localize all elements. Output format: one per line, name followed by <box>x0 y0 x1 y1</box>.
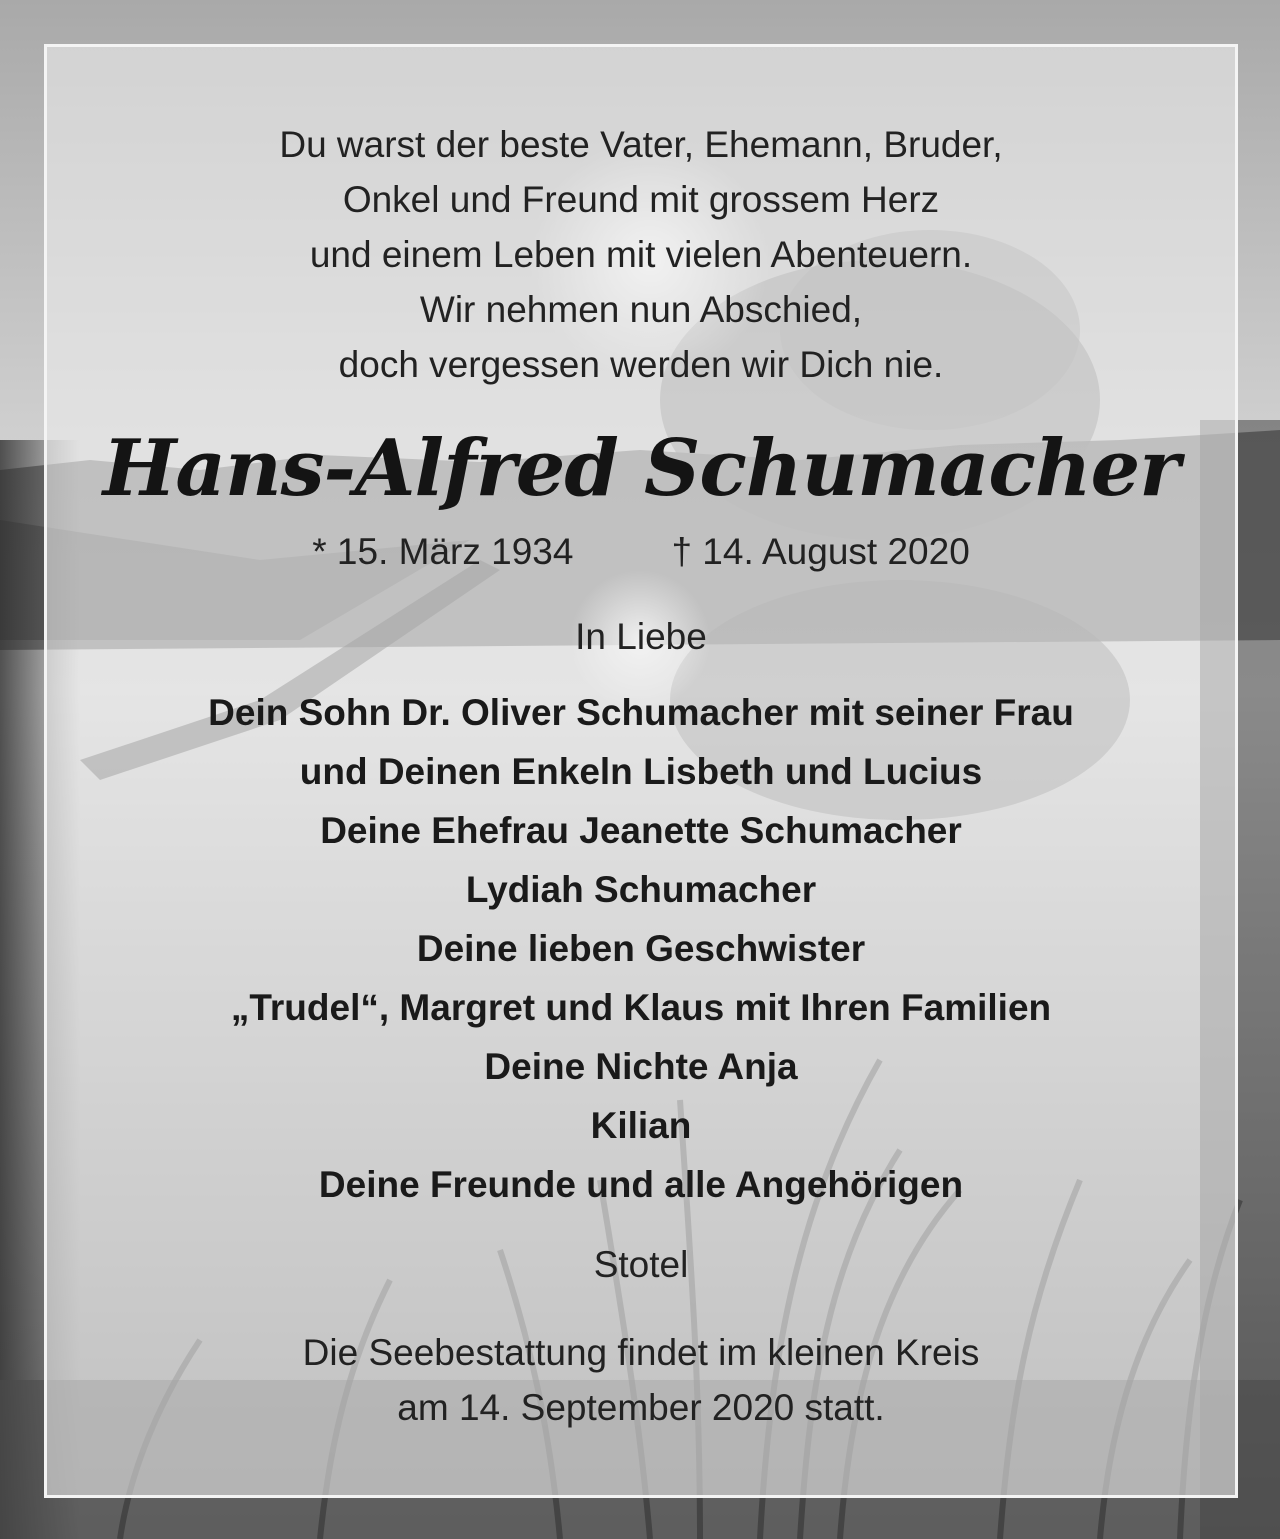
mourner-line: und Deinen Enkeln Lisbeth und Lucius <box>299 751 983 792</box>
deceased-name: Hans-Alfred Schumacher <box>102 423 1180 514</box>
memorial-verse <box>47 117 1235 392</box>
mourner-line: Dein Sohn Dr. Oliver Schumacher mit seiner Frau <box>208 692 1074 733</box>
mourner-line: „Trudel“, Margret und Klaus mit Ihren Familien <box>230 987 1052 1028</box>
obituary-panel <box>44 44 1238 1498</box>
mourners-list <box>47 683 1235 1214</box>
burial-line: am 14. September 2020 statt. <box>397 1387 885 1428</box>
verse-line: Wir nehmen nun Abschied, <box>419 289 863 330</box>
verse-line: doch vergessen werden wir Dich nie. <box>338 344 944 385</box>
life-dates <box>47 527 1235 577</box>
closing-phrase: In Liebe <box>575 616 707 657</box>
verse-line: Onkel und Freund mit grossem Herz <box>342 179 940 220</box>
mourner-line: Deine lieben Geschwister <box>416 928 866 969</box>
place-name: Stotel <box>593 1244 689 1285</box>
mourner-line: Kilian <box>590 1105 692 1146</box>
verse-line: Du warst der beste Vater, Ehemann, Bruder, <box>279 124 1003 165</box>
death-date: † 14. August 2020 <box>671 531 970 572</box>
burial-notice <box>47 1325 1235 1435</box>
mourner-line: Deine Nichte Anja <box>484 1046 798 1087</box>
verse-line: und einem Leben mit vielen Abenteuern. <box>309 234 973 275</box>
mourner-line: Deine Freunde und alle Angehörigen <box>318 1164 964 1205</box>
burial-line: Die Seebestattung findet im kleinen Kreis <box>302 1332 980 1373</box>
mourner-line: Deine Ehefrau Jeanette Schumacher <box>320 810 962 851</box>
birth-date: * 15. März 1934 <box>312 531 574 572</box>
obituary-content <box>47 47 1235 1495</box>
mourner-line: Lydiah Schumacher <box>465 869 817 910</box>
